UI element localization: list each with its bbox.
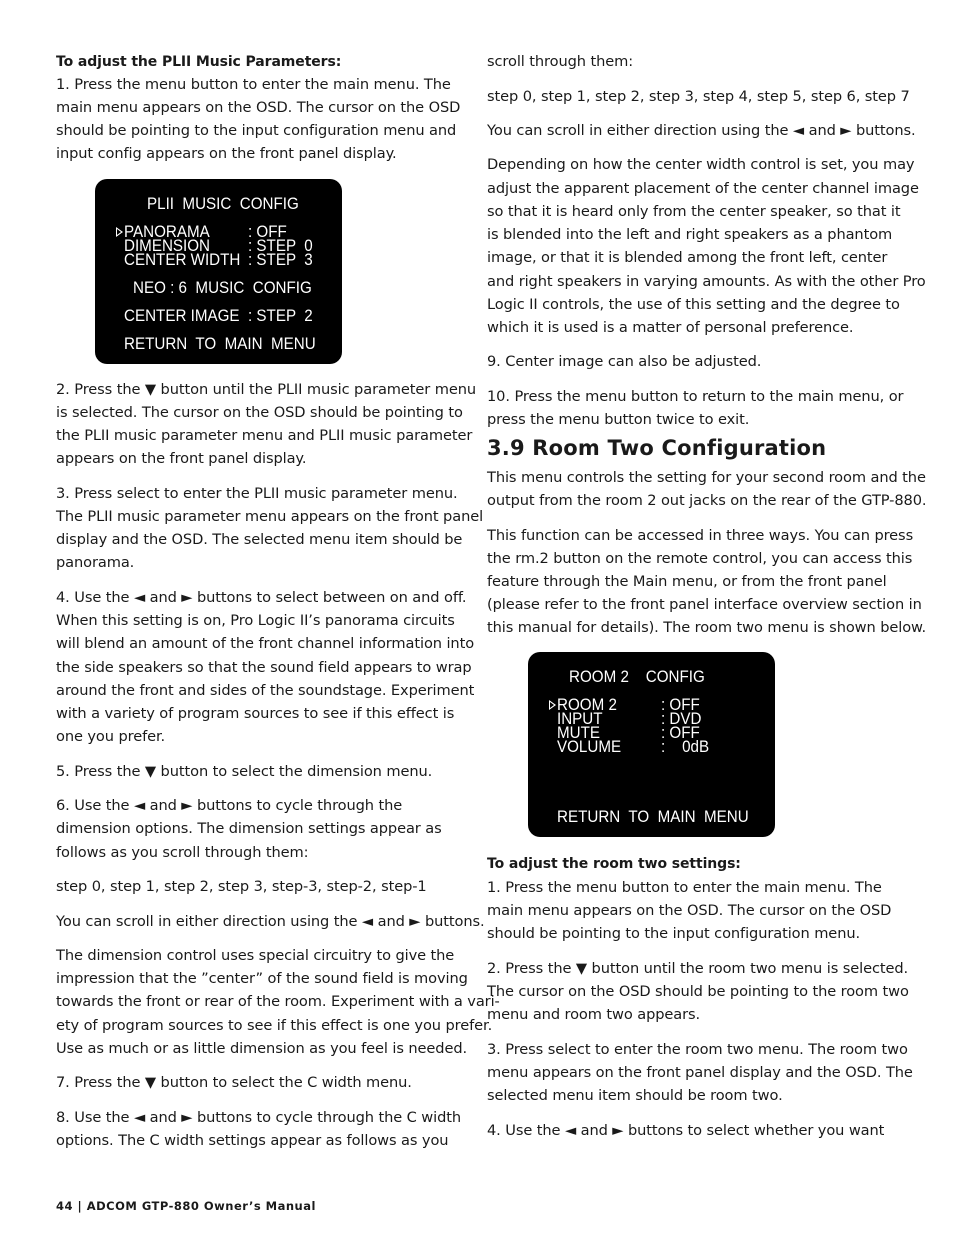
text-line: the PLII music parameter menu and PLII music parameter [56,427,473,444]
osd-row-label: ROOM 2 [557,696,617,714]
text-line: ety of program sources to see if this effect is one you prefer. [56,1017,493,1034]
cursor-arrow-icon [116,227,123,237]
text-line: should be pointing to the input configuration menu and [56,122,457,139]
text-line: When this setting is on, Pro Logic II’s panorama circuits [56,612,455,629]
text-line: You can scroll in either direction using the ◄ and ► buttons. [487,122,916,139]
text-line: output from the room 2 out jacks on the rear of the GTP-880. [487,492,927,509]
osd-row-label: MUTE [557,724,601,742]
text-line: Depending on how the center width control is set, you may [487,156,915,173]
section-subheading: To adjust the PLII Music Parameters: [56,54,342,70]
text-line: The cursor on the OSD should be pointing to the room two [487,983,909,1000]
text-line: the rm.2 button on the remote control, you can access this [487,550,913,567]
text-line: is blended into the left and right speakers as a phantom [487,226,893,243]
text-line: will blend an amount of the front channel information into [56,635,475,652]
text-line: image, or that it is blended among the front left, center [487,249,888,266]
text-line: 5. Press the ▼ button to select the dimension menu. [56,763,433,780]
osd-row-label: PANORAMA [124,223,210,241]
osd-row-value: : OFF [248,223,287,241]
text-line: 1. Press the menu button to enter the main menu. The [56,76,451,93]
text-line: towards the front or rear of the room. Experiment with a vari- [56,993,500,1010]
text-line: 4. Use the ◄ and ► buttons to select whether you want [487,1122,885,1139]
text-line: selected menu item should be room two. [487,1087,783,1104]
osd-row-value: : OFF [661,724,700,742]
text-line: 10. Press the menu button to return to the main menu, or [487,388,904,405]
osd-plii-music-config [95,179,342,364]
text-line: 7. Press the ▼ button to select the C width menu. [56,1074,412,1091]
osd-row-value: : DVD [661,710,702,728]
osd-return-item: RETURN TO MAIN MENU [557,808,749,826]
osd-row-value: : OFF [661,696,700,714]
text-line: follows as you scroll through them: [56,844,309,861]
text-line: 6. Use the ◄ and ► buttons to cycle through the [56,797,403,814]
text-line: feature through the Main menu, or from the front panel [487,573,887,590]
text-line: 4. Use the ◄ and ► buttons to select between on and off. [56,589,467,606]
text-line: one you prefer. [56,728,166,745]
text-line: The dimension control uses special circuitry to give the [56,947,455,964]
text-line: step 0, step 1, step 2, step 3, step-3, step-2, step-1 [56,878,427,895]
osd-row-label: VOLUME [557,738,622,756]
text-line: Use as much or as little dimension as you feel is needed. [56,1040,468,1057]
text-line: menu appears on the front panel display and the OSD. The [487,1064,913,1081]
text-line: 3. Press select to enter the PLII music parameter menu. [56,485,458,502]
text-line: 2. Press the ▼ button until the PLII music parameter menu [56,381,477,398]
text-line: appears on the front panel display. [56,450,307,467]
osd-row-value: : STEP 2 [248,307,313,325]
text-line: This function can be accessed in three ways. You can press [487,527,914,544]
text-line: 9. Center image can also be adjusted. [487,353,762,370]
text-line: step 0, step 1, step 2, step 3, step 4, step 5, step 6, step 7 [487,88,910,105]
text-line: menu and room two appears. [487,1006,701,1023]
text-line: This menu controls the setting for your second room and the [487,469,926,486]
osd-row-label: DIMENSION [124,237,211,255]
osd-row-label: CENTER IMAGE [124,307,240,325]
text-line: You can scroll in either direction using the ◄ and ► buttons. [56,913,485,930]
osd-row-label: INPUT [557,710,603,728]
text-line: 2. Press the ▼ button until the room two menu is selected. [487,960,909,977]
text-line: is selected. The cursor on the OSD should be pointing to [56,404,463,421]
page-footer: 44 | ADCOM GTP-880 Owner’s Manual [56,1199,316,1213]
text-line: display and the OSD. The selected menu item should be [56,531,463,548]
text-line: main menu appears on the OSD. The cursor on the OSD [56,99,461,116]
text-line: this manual for details). The room two menu is shown below. [487,619,927,636]
text-line: with a variety of program sources to see if this effect is [56,705,455,722]
text-line: the side speakers so that the sound field appears to wrap [56,659,472,676]
text-line: dimension options. The dimension settings appear as [56,820,442,837]
text-line: 8. Use the ◄ and ► buttons to cycle through the C width [56,1109,462,1126]
section-heading: 3.9 Room Two Configuration [487,436,827,460]
osd-title: PLII MUSIC CONFIG [147,195,299,213]
osd-room2-config [528,652,775,837]
osd-title: ROOM 2 CONFIG [569,668,705,686]
osd-row-label: CENTER WIDTH [124,251,241,269]
text-line: adjust the apparent placement of the center channel image [487,180,919,197]
osd-return-item: RETURN TO MAIN MENU [124,335,316,353]
osd-row-value: : STEP 3 [248,251,313,269]
text-line: around the front and sides of the soundstage. Experiment [56,682,475,699]
text-line: main menu appears on the OSD. The cursor on the OSD [487,902,892,919]
osd-row-value: : 0dB [661,738,710,756]
section-subheading: To adjust the room two settings: [487,856,741,872]
text-line: so that it is heard only from the center speaker, so that it [487,203,901,220]
text-line: panorama. [56,554,135,571]
cursor-arrow-icon [549,700,556,710]
text-line: which it is used is a matter of personal preference. [487,319,854,336]
osd-neo-title: NEO : 6 MUSIC CONFIG [133,279,312,297]
text-line: and right speakers in varying amounts. As with the other Pro [487,273,926,290]
osd-row-value: : STEP 0 [248,237,313,255]
text-line: (please refer to the front panel interface overview section in [487,596,922,613]
text-line: impression that the ”center” of the sound field is moving [56,970,468,987]
text-line: scroll through them: [487,53,634,70]
text-line: should be pointing to the input configuration menu. [487,925,861,942]
text-line: press the menu button twice to exit. [487,411,750,428]
text-line: input config appears on the front panel display. [56,145,397,162]
text-line: 1. Press the menu button to enter the main menu. The [487,879,882,896]
text-line: Logic II controls, the use of this setting and the degree to [487,296,900,313]
text-line: 3. Press select to enter the room two menu. The room two [487,1041,908,1058]
text-line: options. The C width settings appear as follows as you [56,1132,449,1149]
text-line: The PLII music parameter menu appears on the front panel [56,508,484,525]
